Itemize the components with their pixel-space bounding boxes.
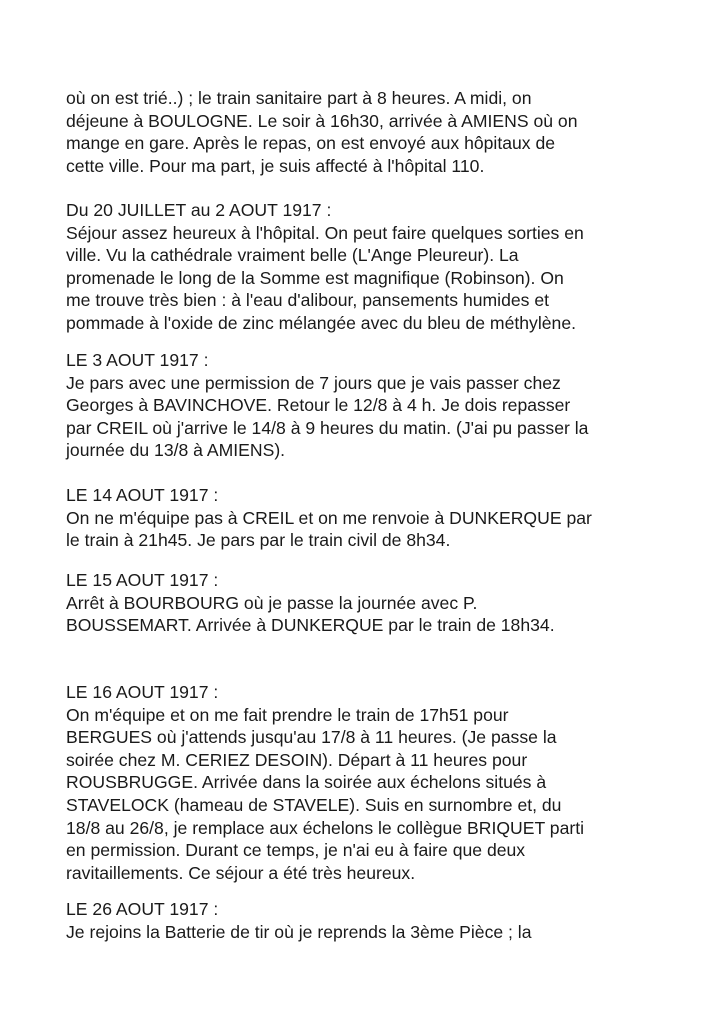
text-line: Je pars avec une permission de 7 jours que je vais passer chez	[66, 372, 561, 393]
text-line: STAVELOCK (hameau de STAVELE). Suis en surnombre et, du	[66, 794, 562, 815]
text-line: soirée chez M. CERIEZ DESOIN). Départ à 11 heures pour	[66, 749, 528, 770]
text-line: où on est trié..) ; le train sanitaire part à 8 heures. A midi, on	[66, 88, 532, 108]
text-line: BERGUES où j'attends jusqu'au 17/8 à 11 heures. (Je passe la	[66, 727, 557, 748]
text-line: On m'équipe et on me fait prendre le train de 17h51 pour	[66, 704, 509, 725]
text-line: mange en gare. Après le repas, on est envoyé aux hôpitaux de	[66, 133, 556, 154]
text-line: journée du 13/8 à AMIENS).	[66, 440, 286, 461]
entry-14-aout	[66, 484, 666, 552]
paragraph-1	[66, 87, 666, 177]
text-line: par CREIL où j'arrive le 14/8 à 9 heures du matin. (J'ai pu passer la	[66, 417, 589, 438]
entry-heading: LE 3 AOUT 1917 :	[66, 350, 209, 370]
text-line: Séjour assez heureux à l'hôpital. On peut faire quelques sorties en	[66, 222, 584, 243]
entry-26-aout	[66, 898, 666, 943]
text-line: ville. Vu la cathédrale vraiment belle (L'Ange Pleureur). La	[66, 245, 519, 266]
entry-15-aout	[66, 569, 666, 637]
text-line: BOUSSEMART. Arrivée à DUNKERQUE par le train de 18h34.	[66, 615, 555, 636]
entry-heading: LE 15 AOUT 1917 :	[66, 570, 219, 590]
text-line: promenade le long de la Somme est magnifique (Robinson). On	[66, 267, 564, 288]
entry-3-aout	[66, 349, 666, 462]
text-line: Arrêt à BOURBOURG où je passe la journée avec P.	[66, 592, 478, 613]
entry-16-aout	[66, 681, 666, 884]
text-line: Georges à BAVINCHOVE. Retour le 12/8 à 4 h. Je dois repasser	[66, 395, 571, 416]
text-line: le train à 21h45. Je pars par le train civil de 8h34.	[66, 530, 451, 551]
text-line: On ne m'équipe pas à CREIL et on me renvoie à DUNKERQUE par	[66, 507, 592, 528]
text-line: Je rejoins la Batterie de tir où je reprends la 3ème Pièce ; la	[66, 921, 532, 942]
text-line: cette ville. Pour ma part, je suis affecté à l'hôpital 110.	[66, 155, 485, 176]
text-line: me trouve très bien : à l'eau d'alibour, pansements humides et	[66, 290, 550, 311]
text-line: ROUSBRUGGE. Arrivée dans la soirée aux échelons situés à	[66, 772, 547, 793]
entry-20-juillet	[66, 199, 666, 335]
text-line: en permission. Durant ce temps, je n'ai eu à faire que deux	[66, 840, 526, 861]
entry-heading: LE 16 AOUT 1917 :	[66, 682, 219, 702]
text-line: déjeune à BOULOGNE. Le soir à 16h30, arrivée à AMIENS où on	[66, 110, 578, 131]
entry-heading: Du 20 JUILLET au 2 AOUT 1917 :	[66, 200, 332, 220]
text-line: ravitaillements. Ce séjour a été très heureux.	[66, 862, 416, 883]
text-line: pommade à l'oxide de zinc mélangée avec du bleu de méthylène.	[66, 312, 576, 333]
entry-heading: LE 26 AOUT 1917 :	[66, 899, 219, 919]
entry-heading: LE 14 AOUT 1917 :	[66, 485, 219, 505]
text-line: 18/8 au 26/8, je remplace aux échelons le collègue BRIQUET parti	[66, 817, 585, 838]
